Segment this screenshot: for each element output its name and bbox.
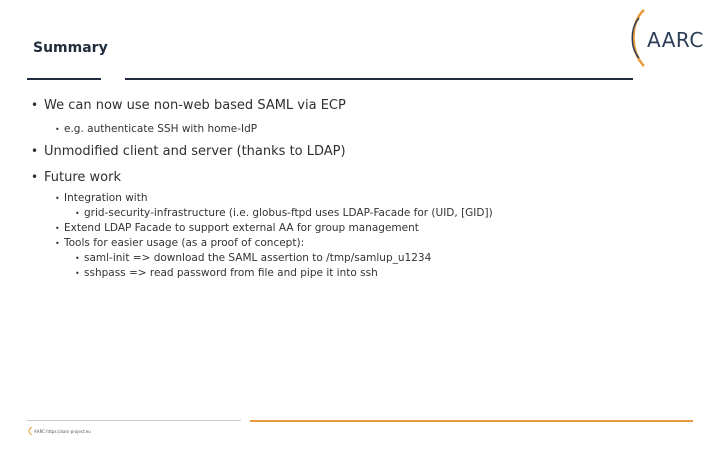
sub-sub-bullet-item: • saml-init => download the SAML assertion to /tmp/samlup_u1234 <box>31 251 691 266</box>
title-underline-right <box>125 78 633 80</box>
footer-text: AARC https://aarc-project.eu <box>34 429 91 434</box>
slide-title: Summary <box>33 40 108 56</box>
bullet-item: • We can now use non-web based SAML via ECP <box>31 97 691 114</box>
sub-bullet-item: • e.g. authenticate SSH with home-IdP <box>31 122 691 137</box>
sub-bullet-item: • Extend LDAP Facade to support external AA for group management <box>31 221 691 236</box>
logo-text: AARC <box>647 28 704 52</box>
title-underline-left <box>27 78 101 80</box>
bullet-item: • Future work <box>31 169 691 186</box>
sub-bullet-item: • Integration with <box>31 191 691 206</box>
sub-sub-bullet-item: • grid-security-infrastructure (i.e. globus-ftpd uses LDAP-Facade for (UID, [GID]) <box>31 206 691 221</box>
footer-rule-left <box>27 420 241 421</box>
bullet-list <box>31 97 691 281</box>
bullet-item: • Unmodified client and server (thanks to LDAP) <box>31 143 691 160</box>
footer-rule-right <box>250 420 693 422</box>
sub-bullet-item: • Tools for easier usage (as a proof of concept): <box>31 236 691 251</box>
sub-sub-bullet-item: • sshpass => read password from file and pipe it into ssh <box>31 266 691 281</box>
